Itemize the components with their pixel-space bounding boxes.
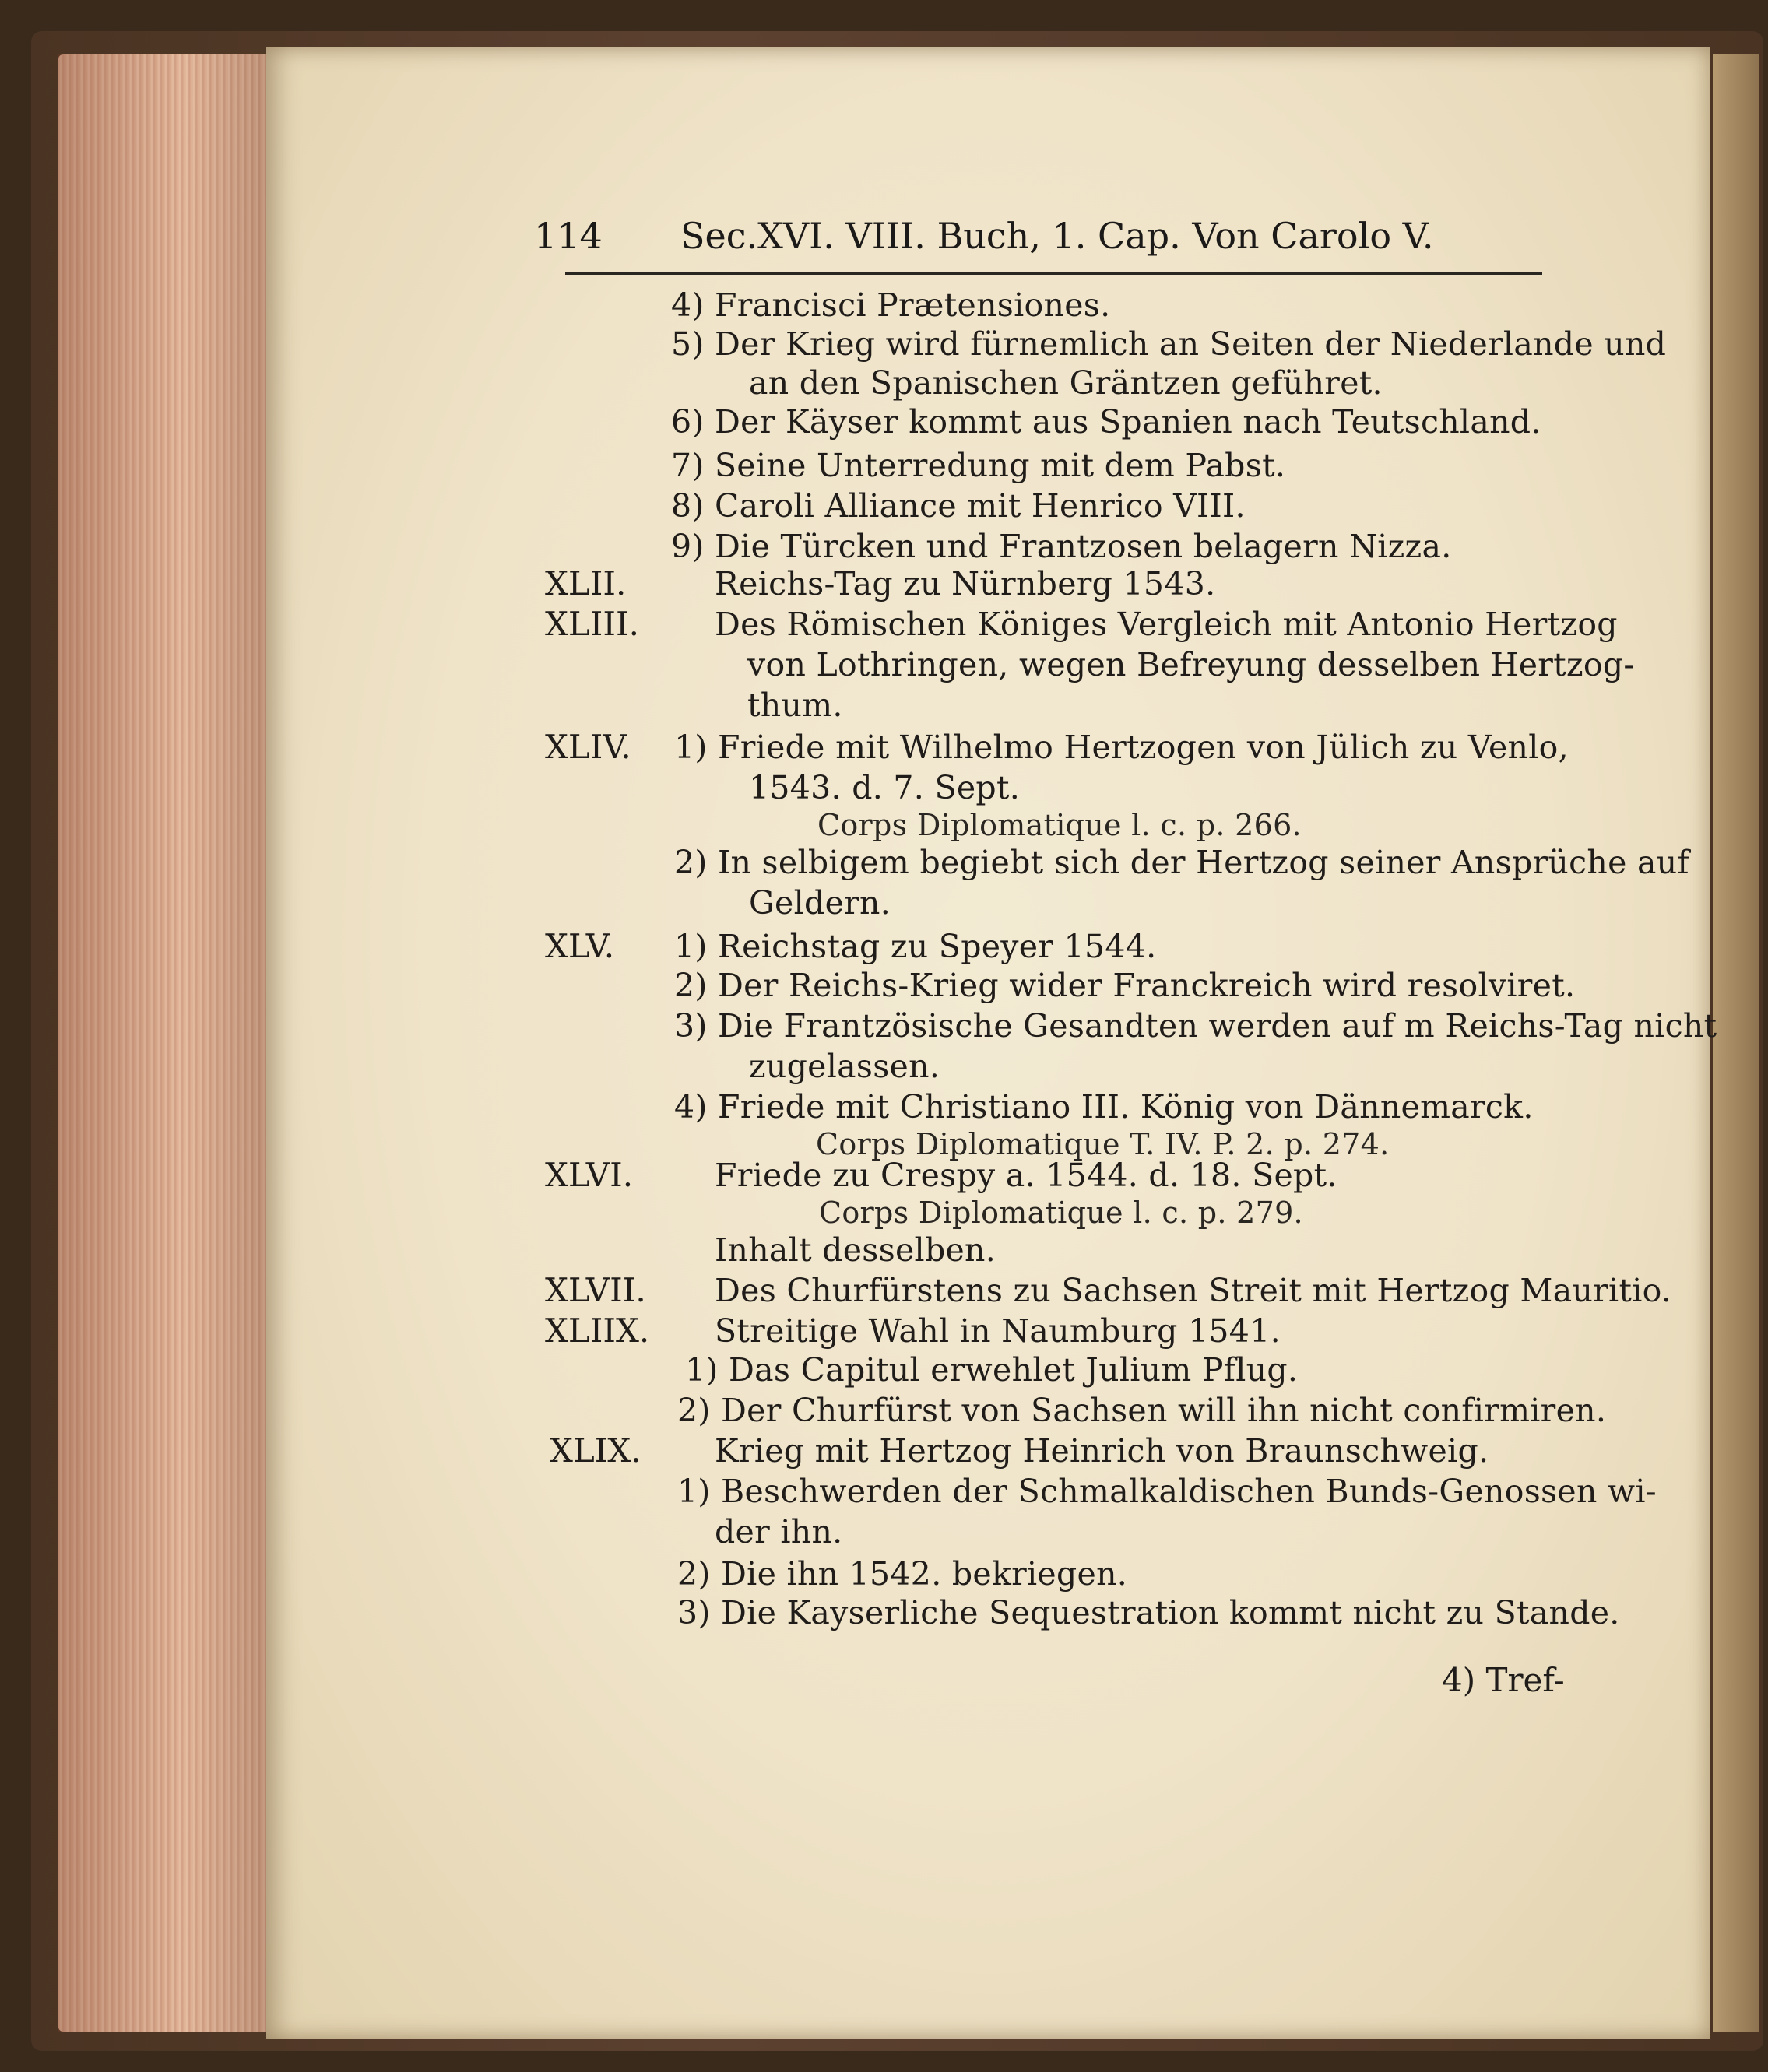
reference-line: Corps Diplomatique l. c. p. 279. (819, 1196, 1303, 1230)
entry-line: 6) Der Käyser kommt aus Spanien nach Teutschland. (671, 403, 1541, 441)
section-number: XLIIX. (545, 1312, 650, 1350)
entry-line: Geldern. (749, 884, 891, 922)
reference-line: Corps Diplomatique l. c. p. 266. (817, 808, 1302, 842)
entry-line: 3) Die Kayserliche Sequestration kommt nicht zu Stande. (677, 1594, 1620, 1631)
entry-line: thum. (747, 687, 843, 724)
entry-line: zugelassen. (749, 1048, 940, 1085)
header-rule (565, 272, 1542, 275)
entry-line: 2) Die ihn 1542. bekriegen. (677, 1555, 1128, 1593)
section-number: XLVI. (545, 1156, 634, 1194)
entry-line: von Lothringen, wegen Befreyung desselben Hertzog- (747, 646, 1635, 683)
entry-line: Inhalt desselben. (715, 1231, 996, 1269)
entry-line: 2) Der Reichs-Krieg wider Franckreich wird resolviret. (674, 967, 1576, 1004)
entry-line: 8) Caroli Alliance mit Henrico VIII. (671, 487, 1246, 525)
entry-line: Reichs-Tag zu Nürnberg 1543. (715, 565, 1216, 602)
facing-page-edge (1713, 54, 1759, 2032)
section-number: XLIX. (550, 1431, 641, 1470)
entry-line: 1) Beschwerden der Schmalkaldischen Bunds-Genossen wi- (677, 1473, 1657, 1510)
reference-line: Corps Diplomatique T. IV. P. 2. p. 274. (816, 1127, 1390, 1161)
entry-line: 1) Reichstag zu Speyer 1544. (674, 928, 1157, 965)
entry-line: Des Churfürstens zu Sachsen Streit mit Hertzog Mauritio. (715, 1272, 1672, 1309)
running-title: Sec.XVI. VIII. Buch, 1. Cap. Von Carolo V. (680, 215, 1434, 257)
entry-line: 4) Friede mit Christiano III. König von Dännemarck. (674, 1088, 1534, 1126)
section-number: XLVII. (545, 1271, 646, 1309)
entry-line: an den Spanischen Gräntzen geführet. (749, 364, 1383, 402)
entry-line: Krieg mit Hertzog Heinrich von Braunschweig. (715, 1432, 1489, 1470)
section-number: XLIII. (545, 605, 639, 643)
entry-line: 7) Seine Unterredung mit dem Pabst. (671, 447, 1286, 484)
entry-line: 5) Der Krieg wird fürnemlich an Seiten der Niederlande und (671, 325, 1667, 363)
entry-line: 1) Das Capitul erwehlet Julium Pflug. (685, 1351, 1299, 1389)
page-block-edges (58, 54, 269, 2032)
entry-line: 1543. d. 7. Sept. (749, 769, 1021, 806)
entry-line: Streitige Wahl in Naumburg 1541. (715, 1312, 1281, 1350)
entry-line: Des Römischen Königes Vergleich mit Antonio Hertzog (715, 606, 1618, 643)
page-number: 114 (534, 215, 603, 257)
section-number: XLII. (545, 564, 627, 602)
running-header (534, 207, 1546, 262)
entry-line: 2) In selbigem begiebt sich der Hertzog seiner Ansprüche auf (674, 844, 1689, 881)
section-number: XLV. (545, 927, 615, 965)
entry-line: der ihn. (715, 1513, 843, 1550)
entry-line: Friede zu Crespy a. 1544. d. 18. Sept. (715, 1157, 1337, 1194)
section-number: XLIV. (545, 728, 631, 766)
entry-line: 9) Die Türcken und Frantzosen belagern Nizza. (671, 528, 1452, 565)
entry-line: 2) Der Churfürst von Sachsen will ihn nicht confirmiren. (677, 1392, 1607, 1429)
entry-line: 4) Francisci Prætensiones. (671, 286, 1111, 324)
entry-line: 3) Die Frantzösische Gesandten werden auf m Reichs-Tag nicht (674, 1007, 1717, 1045)
entry-line: 1) Friede mit Wilhelmo Hertzogen von Jülich zu Venlo, (674, 729, 1569, 766)
catchword: 4) Tref- (1442, 1661, 1565, 1699)
